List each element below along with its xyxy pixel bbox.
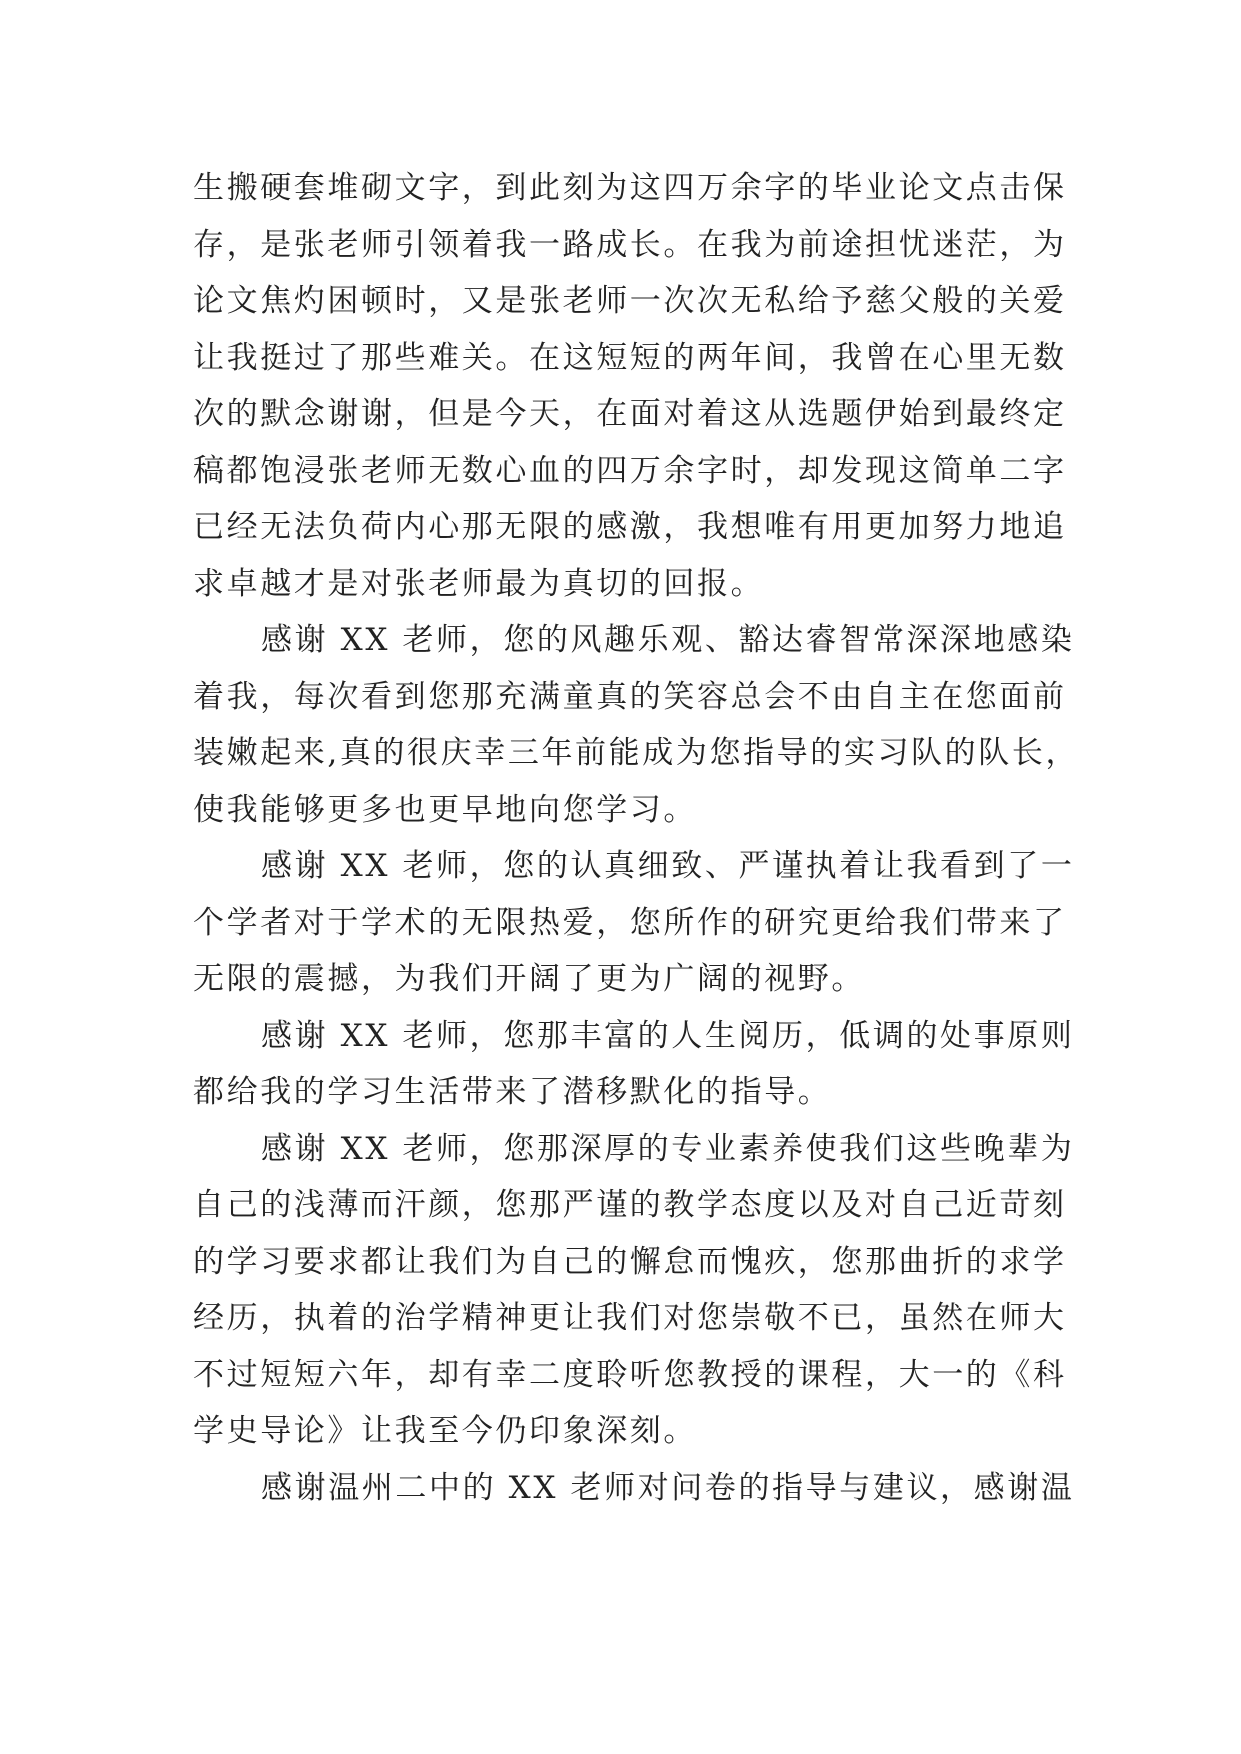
body-text (193, 160, 1080, 1516)
text-line: 次的默念谢谢，但是今天，在面对着这从选题伊始到最终定 (193, 396, 1067, 432)
paragraph-first-line: 感谢 XX 老师，您那丰富的人生阅历，低调的处事原则 (261, 1017, 1075, 1054)
text-line: 使我能够更多也更早地向您学习。 (193, 791, 697, 828)
text-line: 自己的浅薄而汗颜，您那严谨的教学态度以及对自己近苛刻 (193, 1187, 1067, 1223)
text-line: 学史导论》让我至今仍印象深刻。 (193, 1413, 697, 1449)
text-line: 让我挺过了那些难关。在这短短的两年间，我曾在心里无数 (193, 339, 1067, 376)
text-line: 装嫩起来,真的很庆幸三年前能成为您指导的实习队的队长， (193, 735, 1080, 771)
paragraph-first-line: 感谢 XX 老师，您的风趣乐观、豁达睿智常深深地感染 (261, 622, 1075, 658)
text-line: 已经无法负荷内心那无限的感激，我想唯有用更加努力地追 (193, 509, 1067, 545)
text-line: 不过短短六年，却有幸二度聆听您教授的课程，大一的《科 (193, 1356, 1067, 1393)
text-line: 经历，执着的治学精神更让我们对您崇敬不已，虽然在师大 (193, 1300, 1067, 1336)
paragraph-first-line: 感谢 XX 老师，您的认真细致、严谨执着让我看到了一 (261, 848, 1075, 884)
text-line: 个学者对于学术的无限热爱，您所作的研究更给我们带来了 (193, 904, 1067, 941)
paragraph-first-line: 感谢 XX 老师，您那深厚的专业素养使我们这些晚辈为 (261, 1130, 1075, 1167)
text-line: 着我，每次看到您那充满童真的笑容总会不由自主在您面前 (193, 678, 1067, 715)
text-line: 求卓越才是对张老师最为真切的回报。 (193, 565, 765, 602)
text-line: 的学习要求都让我们为自己的懈怠而愧疚，您那曲折的求学 (193, 1243, 1067, 1280)
text-line: 存，是张老师引领着我一路成长。在我为前途担忧迷茫，为 (193, 226, 1067, 263)
paragraph-first-line: 感谢温州二中的 XX 老师对问卷的指导与建议，感谢温 (261, 1469, 1075, 1506)
text-line: 稿都饱浸张老师无数心血的四万余字时，却发现这简单二字 (193, 452, 1067, 489)
text-line: 都给我的学习生活带来了潜移默化的指导。 (193, 1074, 832, 1110)
text-line: 无限的震撼，为我们开阔了更为广阔的视野。 (193, 961, 865, 997)
text-line: 生搬硬套堆砌文字，到此刻为这四万余字的毕业论文点击保 (193, 170, 1067, 206)
text-line: 论文焦灼困顿时，又是张老师一次次无私给予慈父般的关爱 (193, 283, 1067, 319)
